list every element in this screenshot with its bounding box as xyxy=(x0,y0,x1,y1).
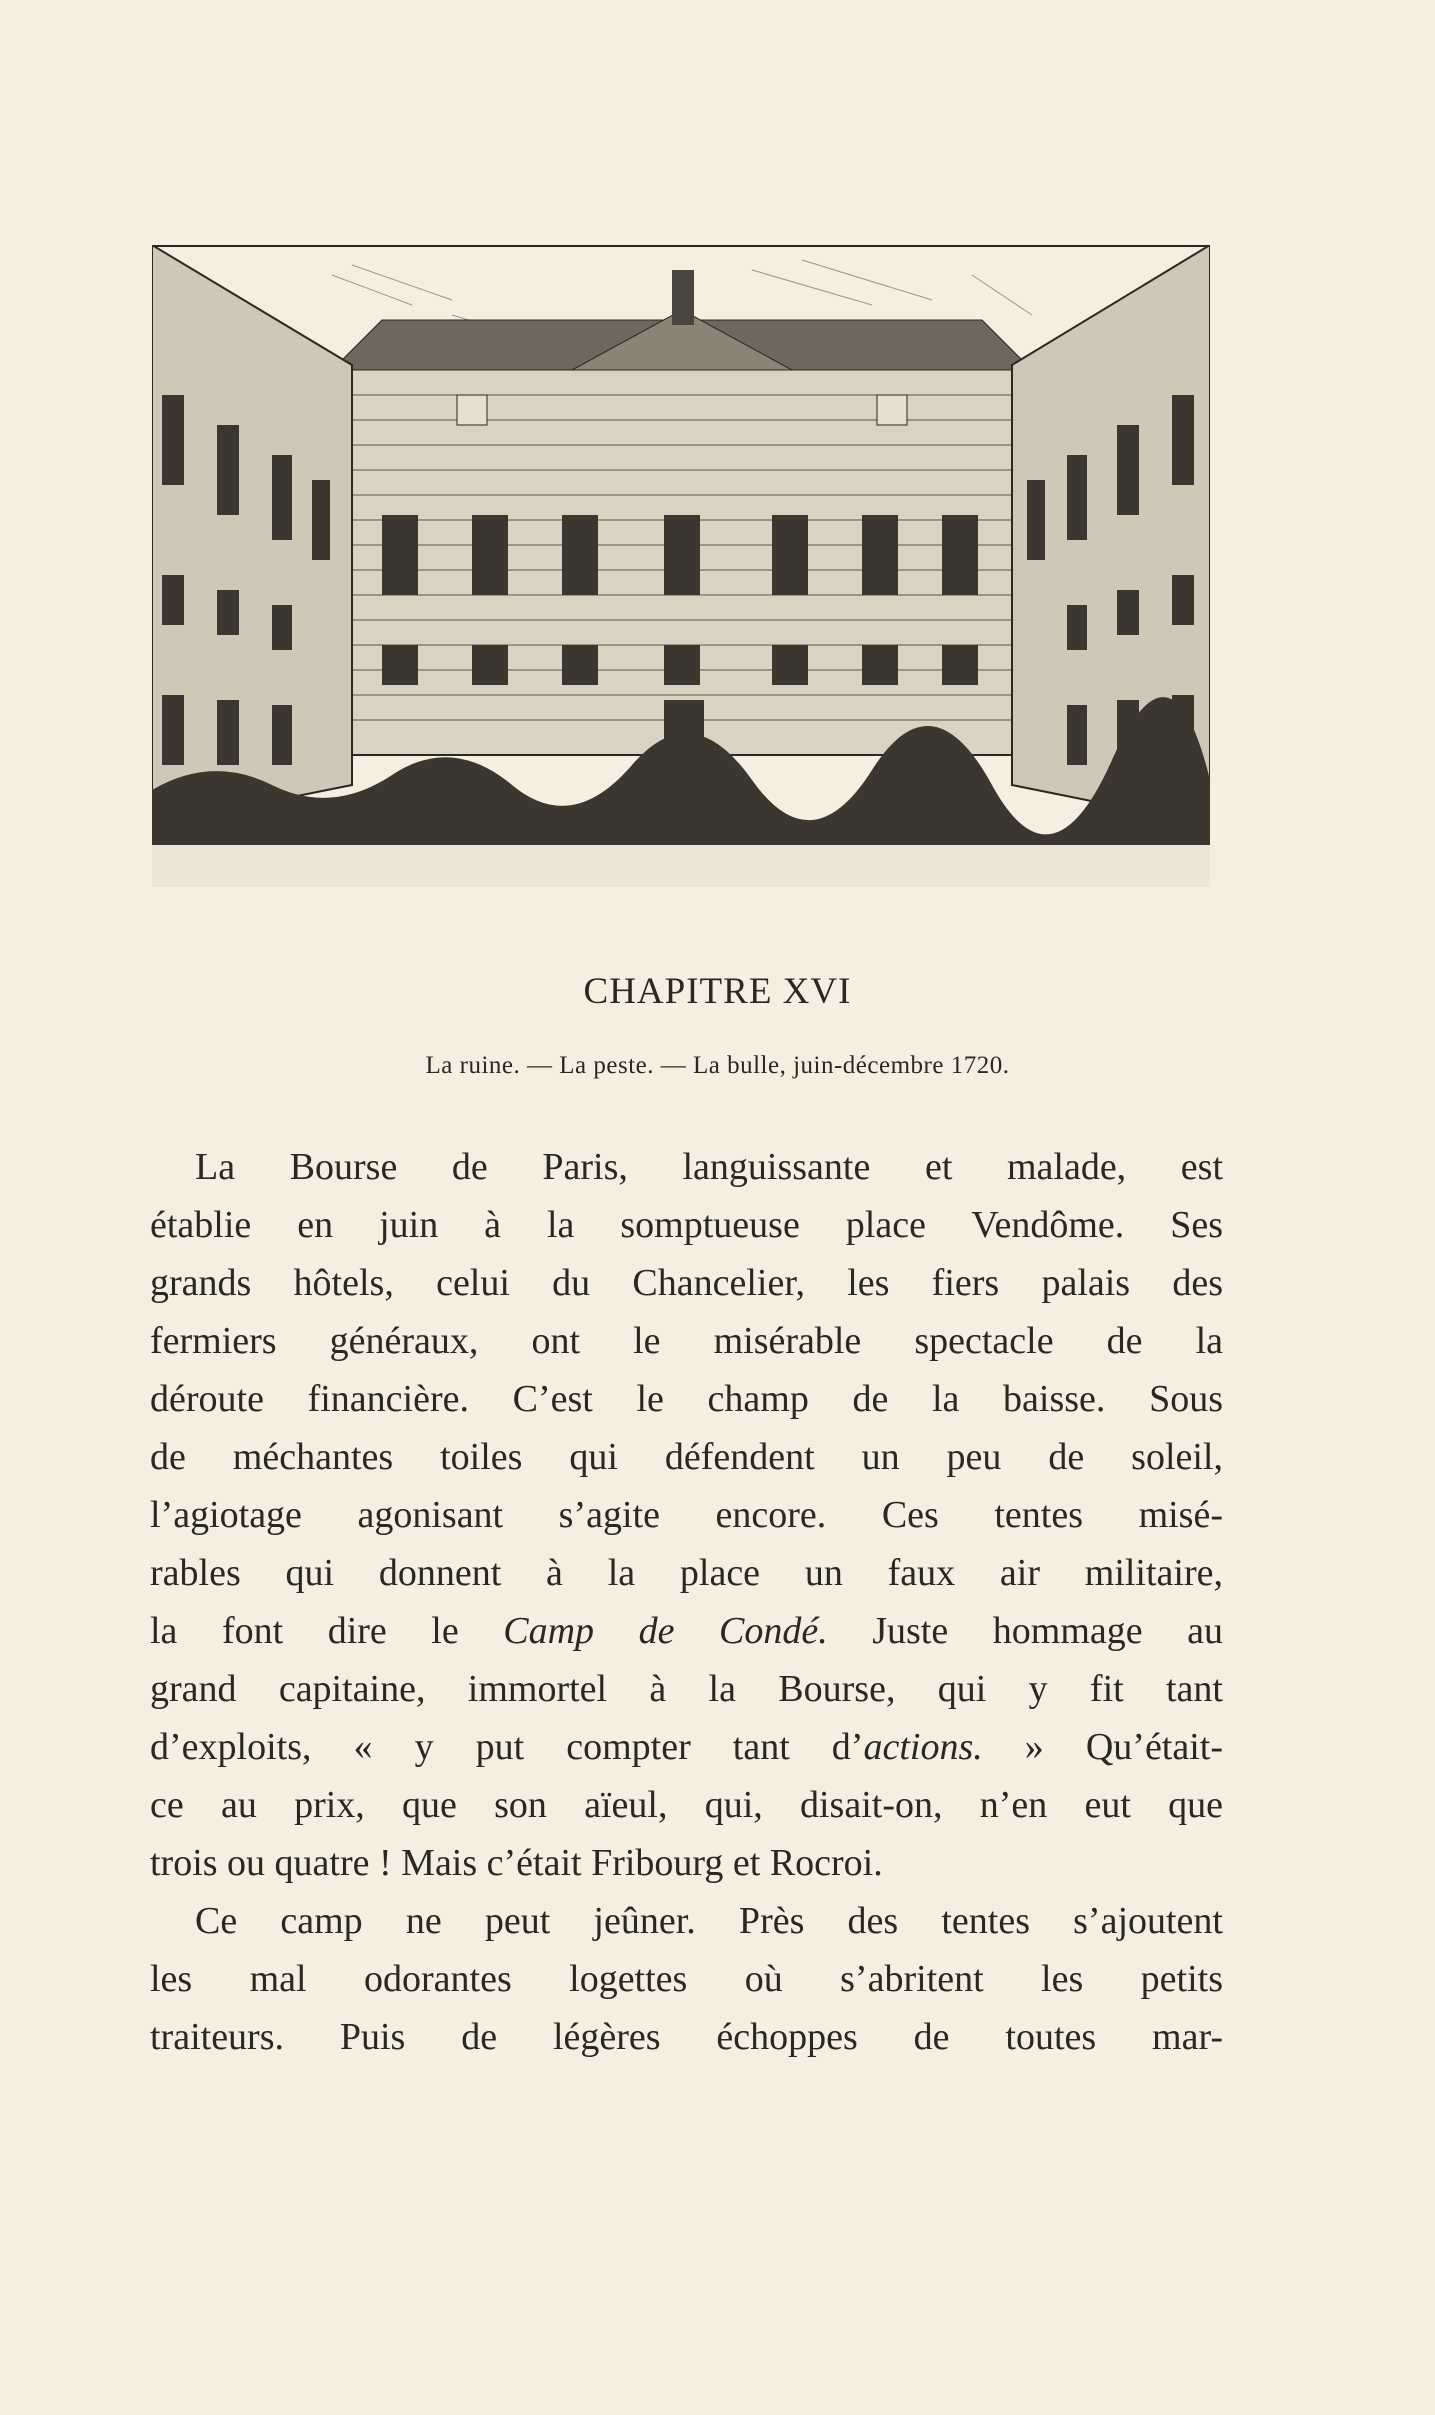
text-line: rables qui donnent à la place un faux air militaire, xyxy=(150,1552,1223,1594)
text-segment: » Qu’était- xyxy=(982,1726,1223,1768)
text-line: de méchantes toiles qui défendent un peu de soleil, xyxy=(150,1436,1223,1478)
text-line: l’agiotage agonisant s’agite encore. Ces tentes misé- xyxy=(150,1494,1223,1536)
italic-title: Camp de Condé. xyxy=(503,1610,828,1652)
chapter-subtitle: La ruine. — La peste. — La bulle, juin-décembre 1720. xyxy=(425,1052,1010,1079)
text-line: fermiers généraux, ont le misérable spectacle de la xyxy=(150,1320,1223,1362)
text-line xyxy=(150,1718,1223,1776)
text-line: déroute financière. C’est le champ de la baisse. Sous xyxy=(150,1378,1223,1420)
engraving-illustration xyxy=(152,245,1210,887)
text-line: grand capitaine, immortel à la Bourse, qui y fit tant xyxy=(150,1668,1223,1710)
text-line: grands hôtels, celui du Chancelier, les fiers palais des xyxy=(150,1262,1223,1304)
text-line xyxy=(150,1602,1223,1660)
text-line: établie en juin à la somptueuse place Vendôme. Ses xyxy=(150,1204,1223,1246)
italic-word: actions. xyxy=(863,1726,983,1768)
text-line: trois ou quatre ! Mais c’était Fribourg et Rocroi. xyxy=(150,1842,883,1884)
text-line: ce au prix, que son aïeul, qui, disait-on, n’en eut que xyxy=(150,1784,1223,1826)
text-segment: d’exploits, « y put compter tant d’ xyxy=(150,1726,864,1768)
text-segment: Juste hommage au xyxy=(827,1610,1224,1652)
text-line: les mal odorantes logettes où s’abritent les petits xyxy=(150,1958,1223,2000)
body-text xyxy=(150,1138,1223,2066)
chapter-title: CHAPITRE XVI xyxy=(583,971,852,1012)
text-line: Ce camp ne peut jeûner. Près des tentes s’ajoutent xyxy=(195,1900,1223,1942)
text-line: traiteurs. Puis de légères échoppes de toutes mar- xyxy=(150,2016,1223,2058)
text-line: La Bourse de Paris, languissante et malade, est xyxy=(195,1146,1223,1188)
engraving-svg xyxy=(152,245,1210,887)
text-segment: la font dire le xyxy=(150,1610,504,1652)
